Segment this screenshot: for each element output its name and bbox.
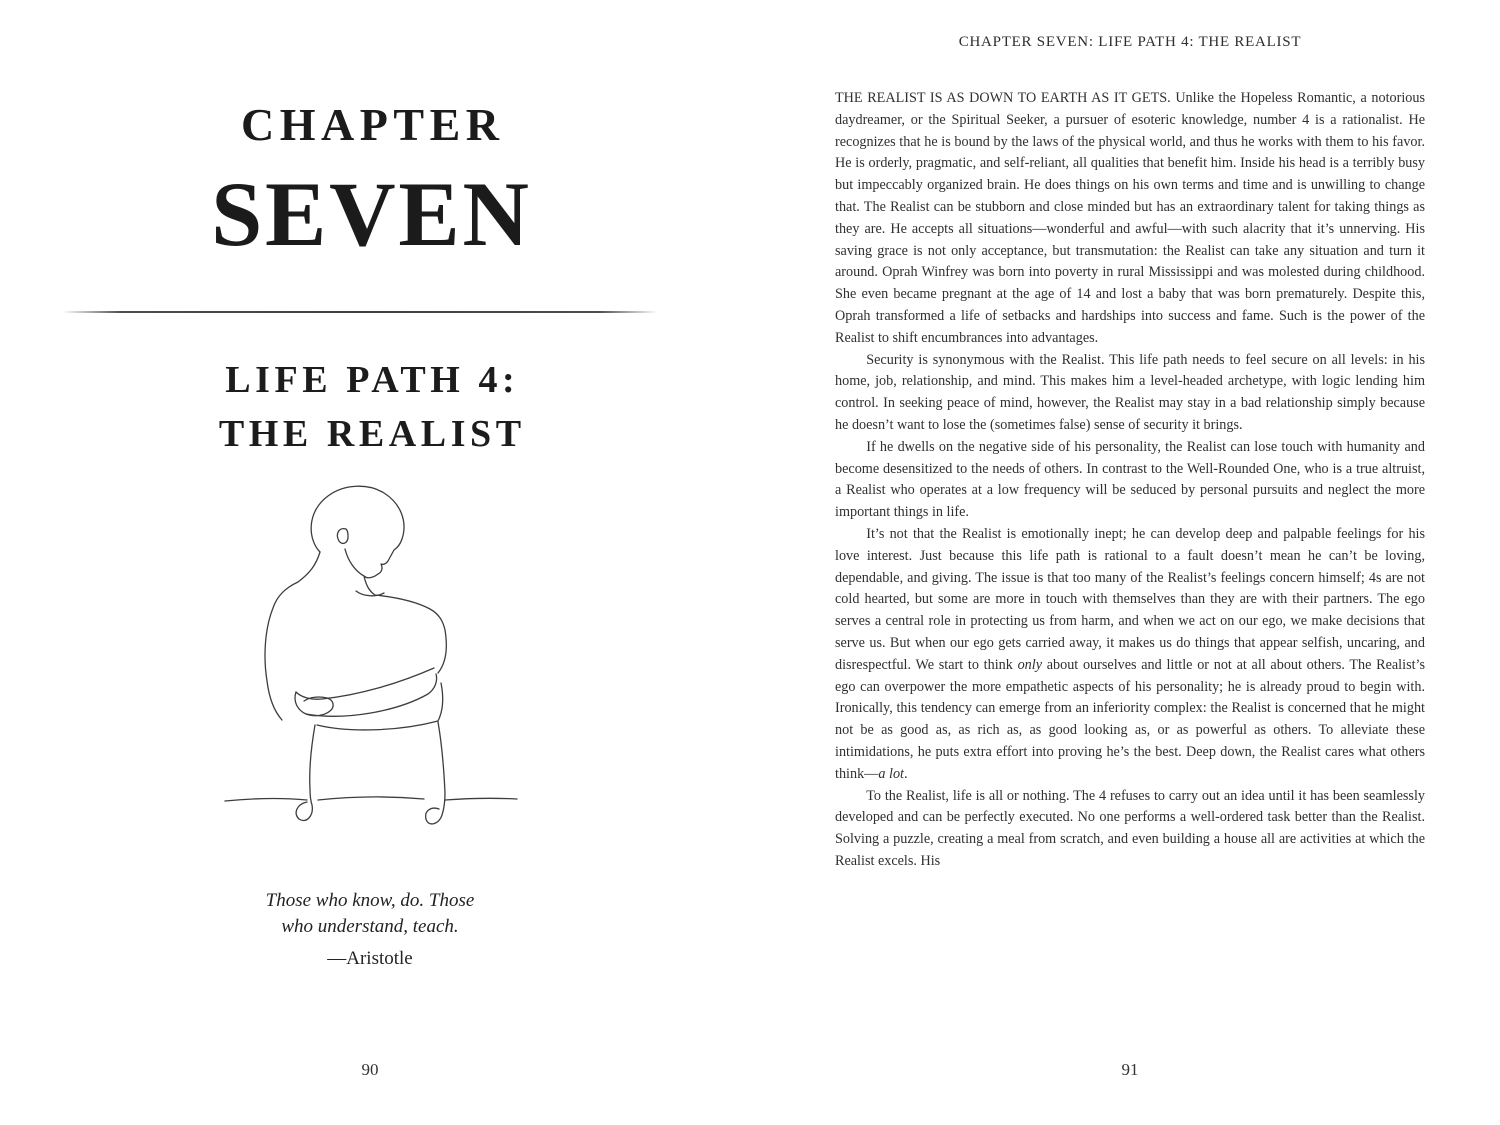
italic-text: only [1017, 656, 1042, 673]
page-number-left: 90 [361, 1060, 379, 1079]
quote-line1: Those who know, do. Those [265, 890, 475, 911]
body-paragraph [835, 437, 1425, 524]
text-segment: . [903, 765, 908, 782]
chapter-subtitle-line1: LIFE PATH 4: [225, 359, 520, 401]
text-segment: It’s not that the Realist is emotionally inept; he can develop deep and palpable feelings for his love interest. Just because this life path is rational to a fault doesn’t mean he can’t be loving, dependable, and giving. The issue is that too many of the Realist’s feelings concern himself; 4s are not cold hearted, but some are more in touch with themselves than they are with their partners. The ego serves a central role in protecting us from harm, and when we act on our ego, we make decisions that serve us. But when our ego gets carried away, it makes us do things that appear selfish, uncaring, and disrespectful. We start to think [835, 525, 1425, 673]
page-number-right: 91 [1121, 1060, 1139, 1079]
right-page [750, 0, 1500, 1125]
chapter-number: SEVEN [211, 163, 532, 265]
quote-attribution: —Aristotle [327, 948, 413, 969]
text-segment: To the Realist, life is all or nothing. The 4 refuses to carry out an idea until it has been seamlessly developed and can be perfectly executed. No one performs a well-ordered task better than the Realist. Solving a puzzle, creating a meal from scratch, and even building a house all are activities at which the Realist excels. His [835, 787, 1425, 869]
text-segment: If he dwells on the negative side of his personality, the Realist can lose touch with humanity and become desensitized to the needs of others. In contrast to the Well-Rounded One, who is a true altruist, a Realist who operates at a low frequency will be seduced by personal pursuits and neglect the more important things in life. [835, 438, 1425, 521]
body-text [835, 88, 1425, 873]
title-divider-rule [62, 311, 658, 313]
chapter-subtitle-line2: THE REALIST [218, 413, 526, 455]
body-paragraph [835, 524, 1425, 786]
epigraph-quote [80, 888, 660, 940]
running-head: CHAPTER SEVEN: LIFE PATH 4: THE REALIST [958, 34, 1302, 50]
quote-line2: who understand, teach. [281, 916, 459, 937]
text-segment: about ourselves and little or not at all about others. The Realist’s ego can overpower the more empathetic aspects of his personality; he is already proud to begin with. Ironically, this tendency can emerge from an inferiority complex: the Realist is concerned that he might not be as good as, as rich as, as good looking as, or as powerful as others. To alleviate these intimidations, he puts extra effort into proving he’s the best. Deep down, the Realist cares what others think— [835, 656, 1425, 782]
italic-text: a lot [878, 765, 904, 782]
text-segment: Security is synonymous with the Realist. This life path needs to feel secure on all levels: in his home, job, relationship, and mind. This makes him a level-headed archetype, with logic lending him control. In seeking peace of mind, however, the Realist may stay in a bad relationship simply because he doesn’t want to lose the (sometimes false) sense of security it brings. [835, 351, 1425, 433]
chapter-label: CHAPTER [240, 99, 505, 150]
body-paragraph [835, 786, 1425, 873]
text-segment: THE REALIST IS AS DOWN TO EARTH AS IT GETS. Unlike the Hopeless Romantic, a notorious daydreamer, or the Spiritual Seeker, a pursuer of esoteric knowledge, number 4 is a rationalist. He recognizes that he is bound by the laws of the physical world, and thus he works with them to his favor. He is orderly, pragmatic, and self-reliant, all qualities that benefit him. Inside his head is a terribly busy but impeccably organized brain. He does things on his own terms and time and is unwilling to change that. The Realist can be stubborn and close minded but has an extraordinary talent for taking things as they are. He accepts all situations—wonderful and awful—with such alacrity that it’s unnerving. His saving grace is not only acceptance, but transmutation: the Realist can take any situation and turn it around. Oprah Winfrey was born into poverty in rural Mississippi and was molested during childhood. She even became pregnant at the age of 14 and lost a baby that was born prematurely. Despite this, Oprah transformed a life of setbacks and hardships into success and fame. Such is the power of the Realist to shift encumbrances into advantages. [835, 90, 1425, 346]
body-paragraph [835, 350, 1425, 437]
person-crossed-arms-line-art [198, 478, 538, 858]
body-paragraph [835, 88, 1425, 350]
line-art-svg [198, 478, 538, 858]
